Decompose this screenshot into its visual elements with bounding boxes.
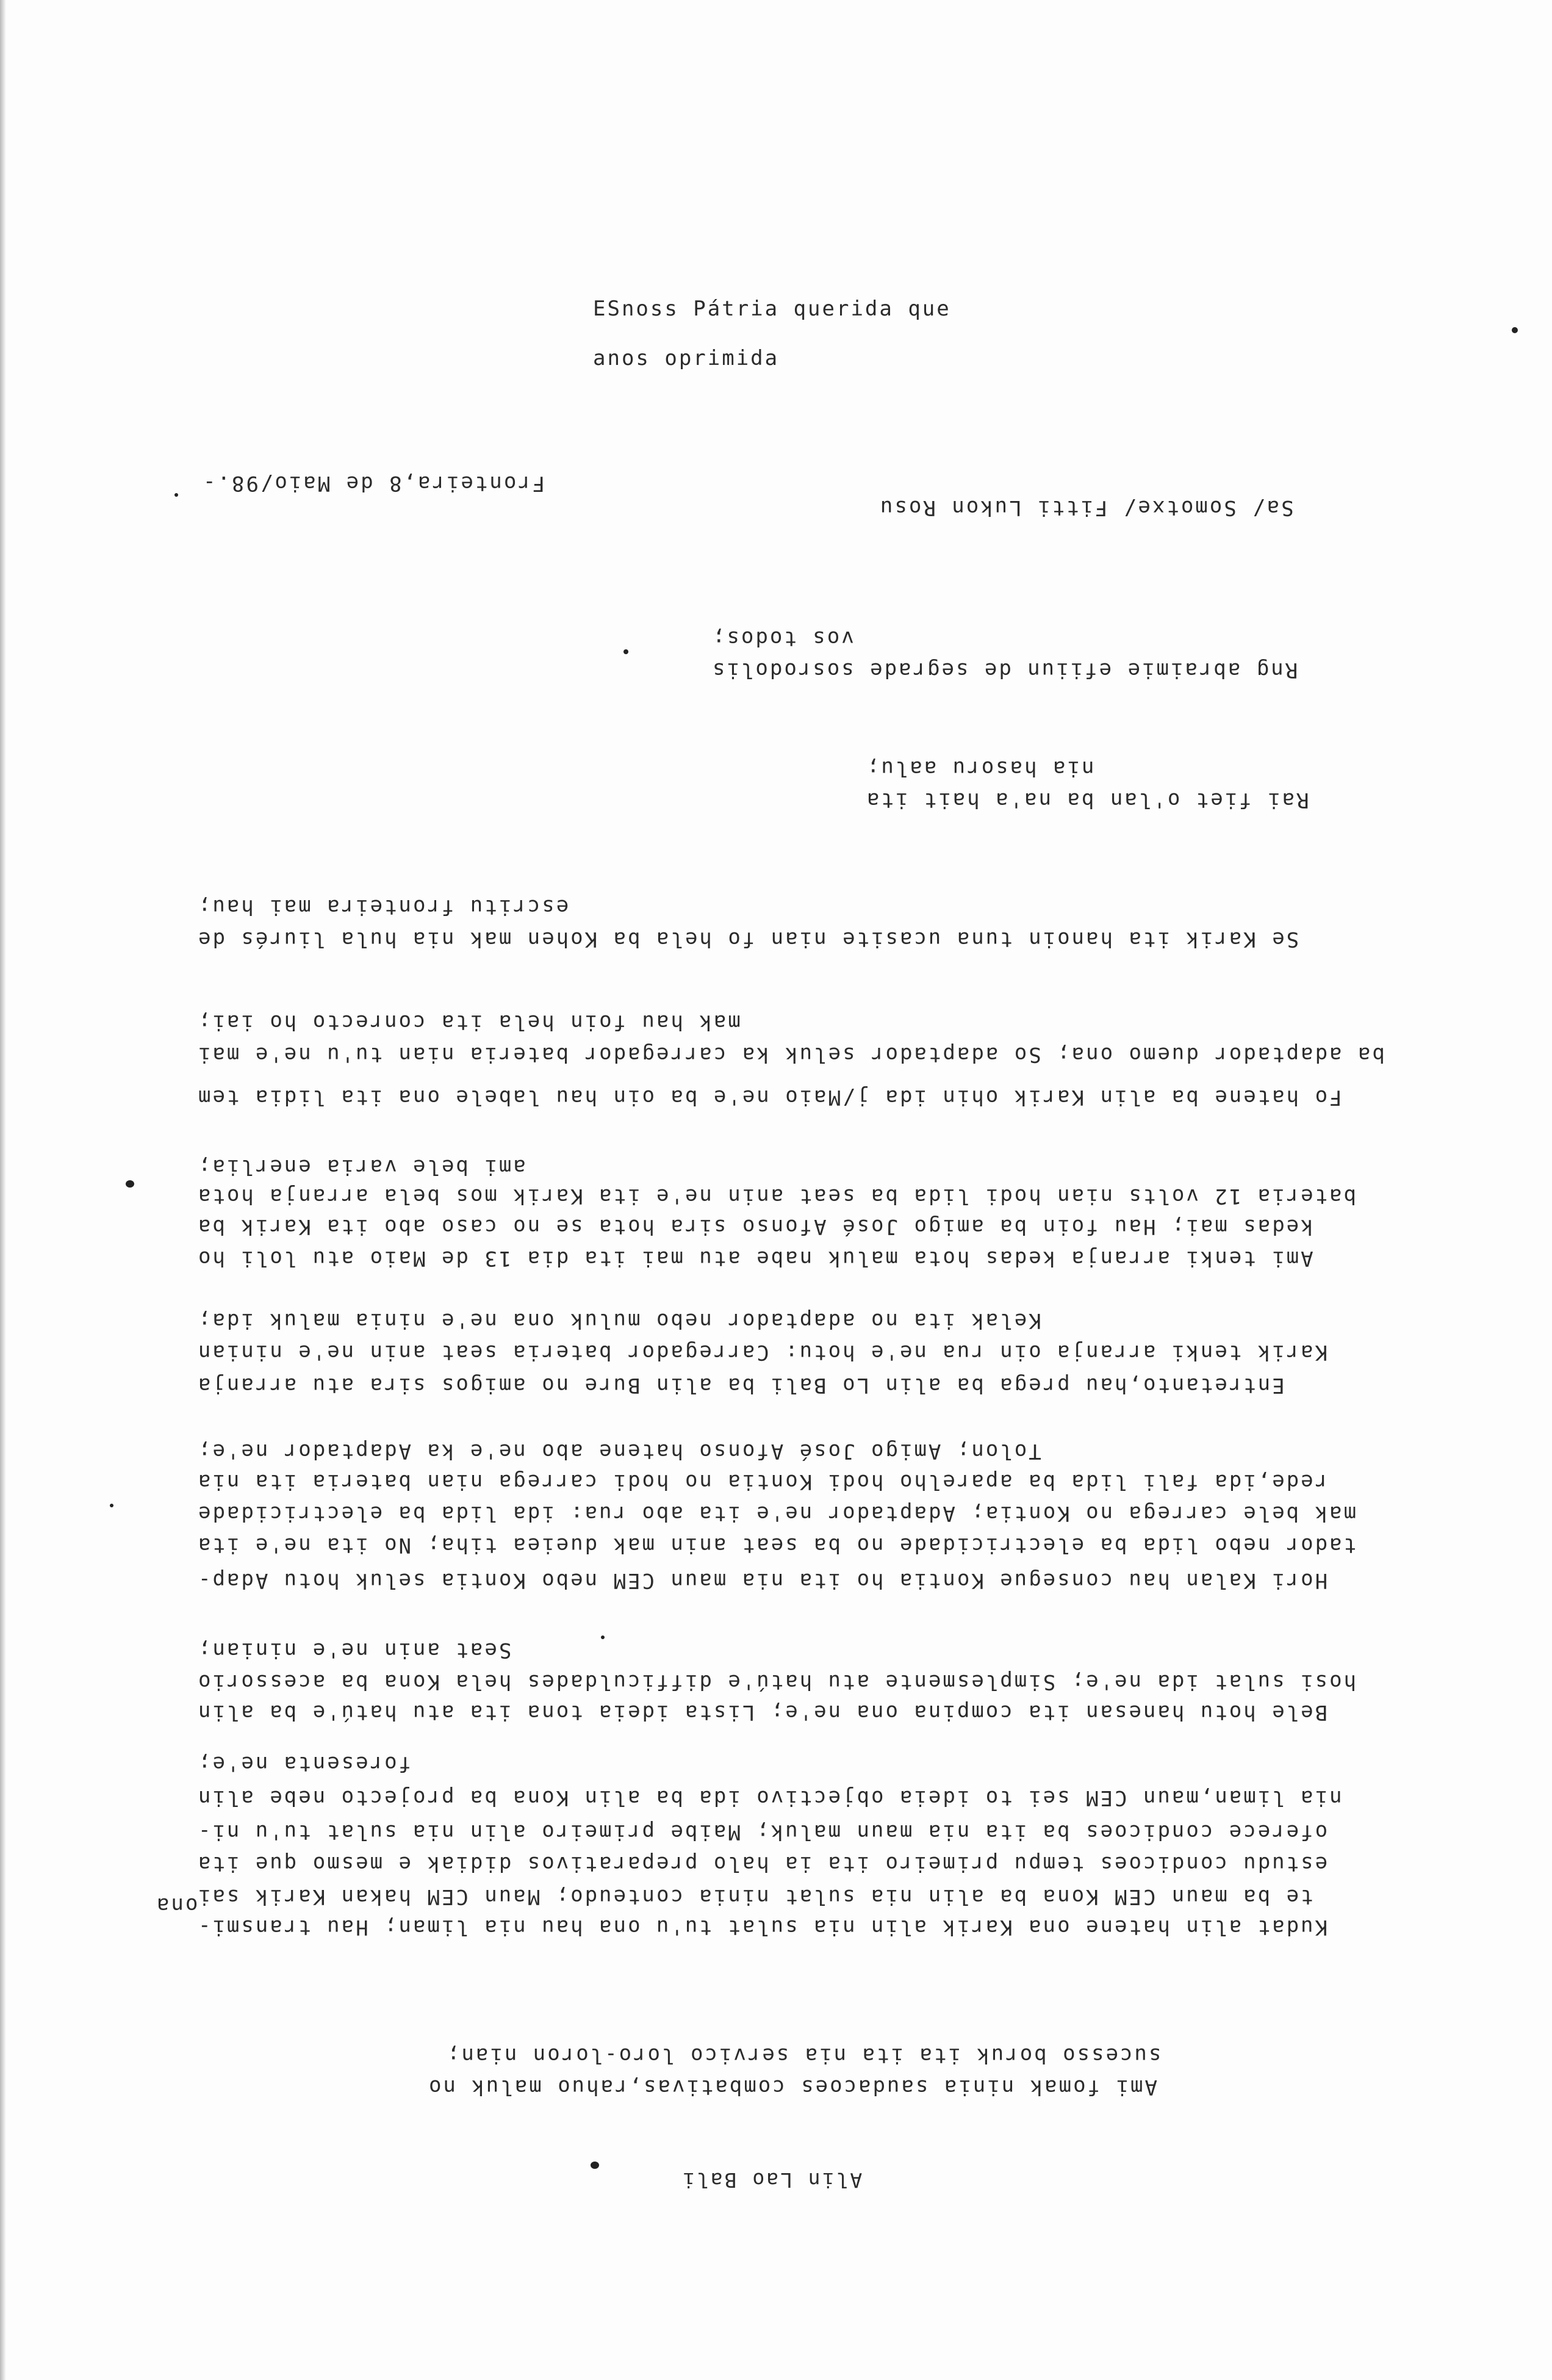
p7-line-4: oferece condicoes ba ita nia maun maluk; Maibe primeiro alin nia sulat tu'u ni- xyxy=(196,1820,1328,1844)
p4-line-3: Kelak ita no adaptador nebo muluk ona ne'e ninia maluk ida; xyxy=(196,1308,1041,1333)
p7-line-2: te ba maun CEM Kona ba alin nia sulat ninia conteudo; Maun CEM hakan Karik sai xyxy=(196,1884,1313,1909)
p2-line-2: ba adaptador duemo ona; So adaptador seluk ka carregador bateria nian tu'u ne'e mai xyxy=(196,1042,1385,1067)
scan-edge-shadow xyxy=(0,0,6,2380)
p2-line-3: mak hau foin hela ita conrecto ho iai; xyxy=(196,1010,741,1034)
p7-line-5: nia liman,maun CEM sei to ideia objectivo ida ba alin Kona ba projecto nebe alin xyxy=(196,1786,1342,1810)
addressee: Sa/ Somotxe/ Fitti Lukon Rosu xyxy=(878,496,1294,520)
p5-line-1: Hori Kalan hau consegue Kontia ho ita nia maun CEM nebo Kontia seluk hotu Adap- xyxy=(196,1568,1328,1593)
p3-line-4: ami bele varia enerlia; xyxy=(196,1155,526,1179)
p5-line-4: rede,ida fali lida ba aparelho hodi Kontia no hodi carrega nian bateria ita nia xyxy=(196,1469,1328,1494)
p4-line-1: Entretanto,hau prega ba alin Lo Bali ba alin Bure no amigos sira atu arranja xyxy=(196,1373,1285,1397)
scan-speck xyxy=(126,1180,134,1188)
p5-line-5: Tolon; Amigo José Afonso hatene abo ne'e ka Adaptador ne'e; xyxy=(196,1439,1041,1463)
closing-line-1: Ami fomak ninia saudacoes combativas,rahuo maluk no xyxy=(427,2075,1157,2099)
place-date: Fronteira,8 de Maio/98.- xyxy=(201,471,545,496)
scan-speck xyxy=(623,649,628,654)
p7-line-6: foresenta ne'e; xyxy=(196,1751,412,1776)
scan-speck xyxy=(174,493,178,497)
p7-line-1: Kudat alin hatene ona Karik alin nia sulat tu'u ona hau nia liman; Hau transmi- xyxy=(196,1915,1328,1939)
p3-line-3: bateria 12 volts nian hodi lida ba seat anin ne'e ita Karik mos bela arranja hota xyxy=(196,1184,1357,1208)
p6-line-2: hosi sulat ida ne'e; Simplesmente atu hatú'e difficuldades hela Kona ba acessorio xyxy=(196,1670,1357,1694)
scan-speck xyxy=(591,2162,599,2169)
salutation-line-1: Rai fiet o'lan ba na'a hait ita xyxy=(865,788,1309,812)
scan-speck xyxy=(601,1635,605,1639)
p4-line-2: Karik tenki arranja oin rua ne'e hotu: Carregador bateria seat anin ne'e ninian xyxy=(196,1340,1328,1365)
header-line-2: anos oprimida xyxy=(593,346,780,370)
salutation-line-2: nia hasoru aalu; xyxy=(865,756,1094,781)
header-line-1: ESnoss Pátria querida que xyxy=(593,297,951,321)
p5-line-3: mak bele carrega no Kontia; Adaptador ne'e ita abo rua: ida lida ba electricidade xyxy=(196,1501,1357,1526)
p1-line-2: escritu fronteira mai hau; xyxy=(196,895,569,919)
closing-line-2: sucesso boruk ita ita nia servico loro-loron nian; xyxy=(445,2043,1162,2068)
p6-line-3: Seat anin ne'e ninian; xyxy=(196,1638,512,1662)
p6-line-1: Bele hotu hanesan ita compina ona ne'e; Lista ideia tona ita atu hatú'e ba alin xyxy=(196,1700,1328,1725)
p1-line-1: Se Karik ita hanoin tuna ucasite nian fo hela ba Kohen mak nia hula liurés de xyxy=(196,927,1299,951)
signature: Alin Lao Bali xyxy=(681,2168,863,2192)
scan-speck xyxy=(110,1504,113,1507)
p3-line-2: kedas mai; Hau foin ba amigo José Afonso sira hota se no caso abo ita Karik ba xyxy=(196,1214,1313,1239)
p3-line-1: Ami tenki arranja kedas hota maluk nabe atu mai ita dia 13 de Maio atu loli ho xyxy=(196,1246,1313,1271)
p2-line-1: Fo hatene ba alin Karik ohin ida j/Maio ne'e ba oin hau labele ona ita lidia tem xyxy=(196,1085,1342,1109)
p5-line-2: tador nebo lida ba electricidade no ba seat anin mak dueiea tiha; No ita ne'e ita xyxy=(196,1533,1357,1557)
greeting-line-1: Rng abraimie efiiun de segrade sosrodolis xyxy=(711,658,1298,682)
p7-line-3: estudu condicoes tempu primeiro ita ia halo preparativos didiak e mesmo que ita xyxy=(196,1852,1328,1876)
greeting-line-2: vos todos; xyxy=(711,626,854,651)
margin-note: ona xyxy=(155,1893,198,1917)
scan-speck xyxy=(1512,327,1518,333)
